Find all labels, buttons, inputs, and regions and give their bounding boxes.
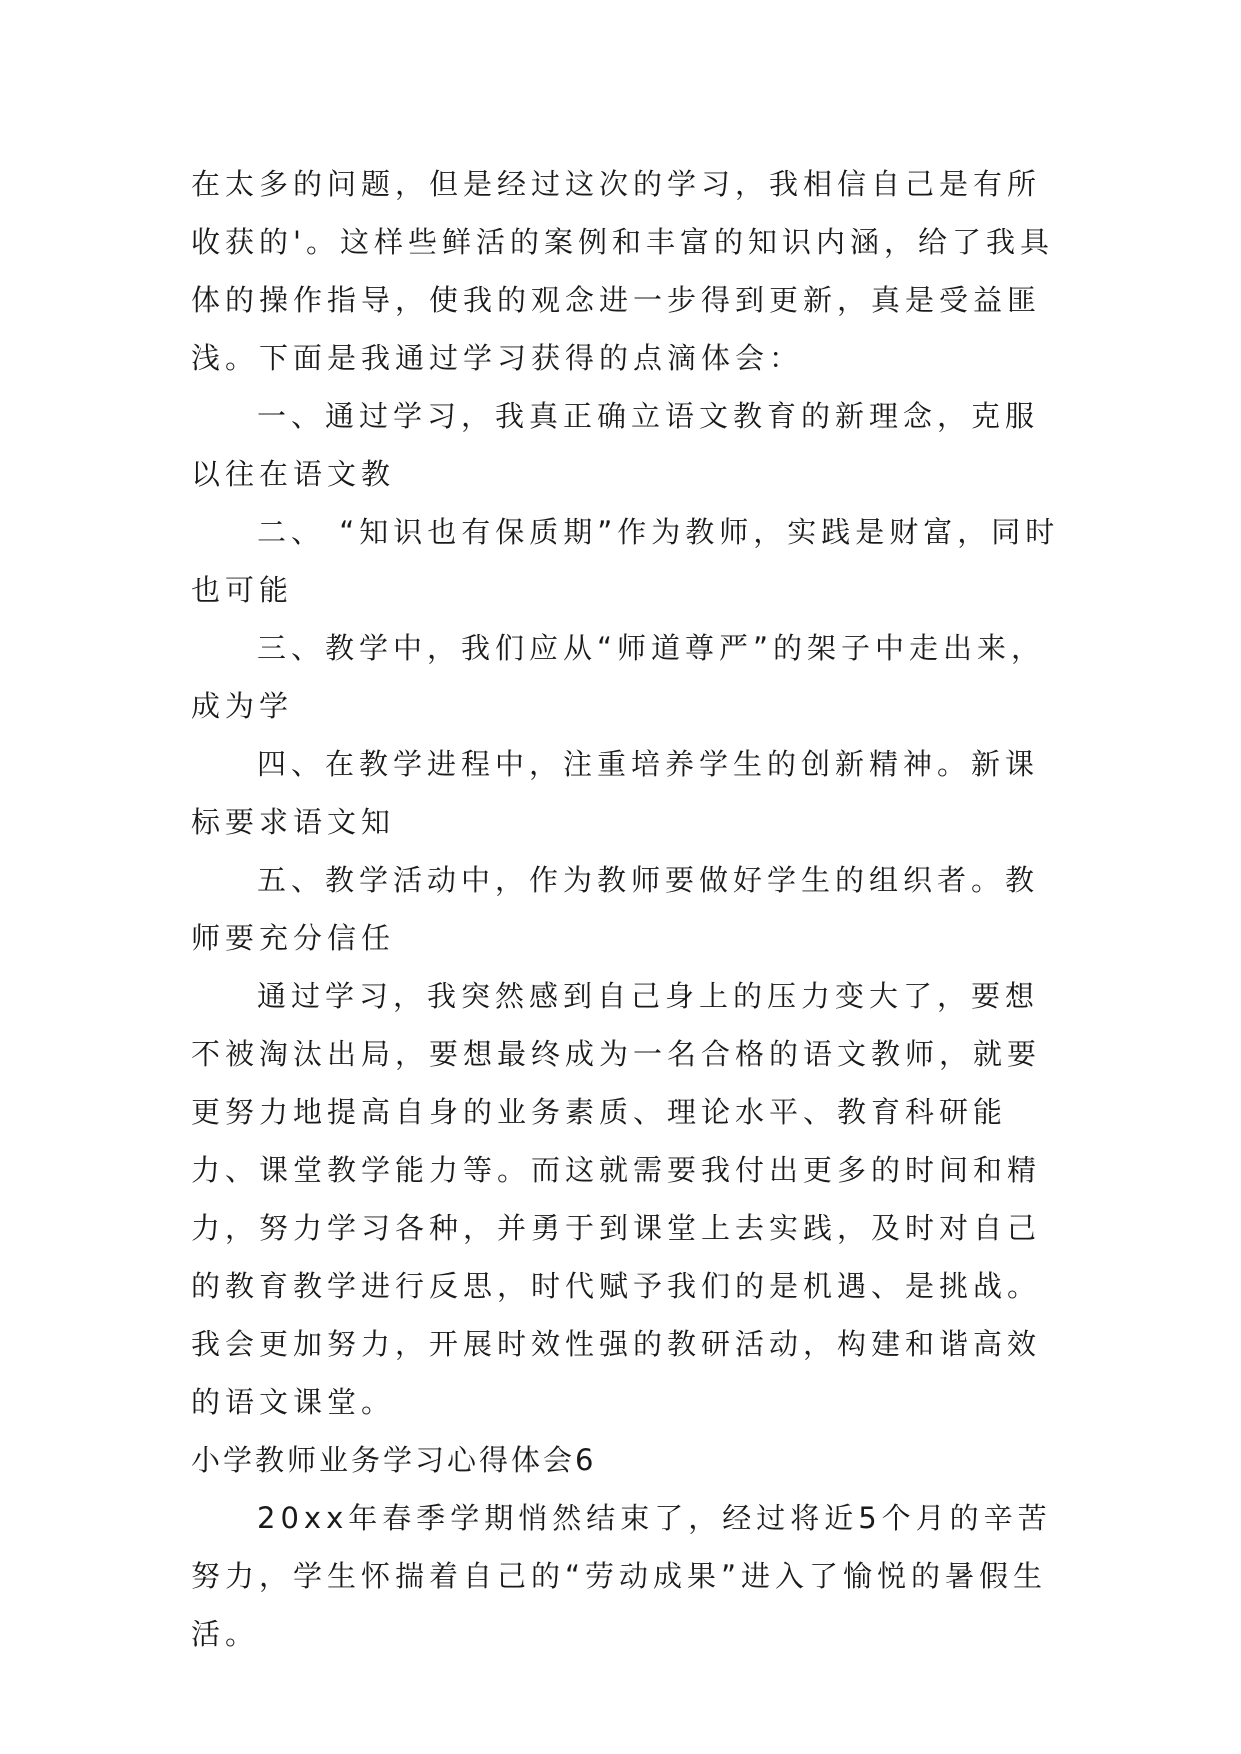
paragraph-conclusion: 通过学习，我突然感到自己身上的压力变大了，要想不被淘汰出局，要想最终成为一名合格的语文教师，就要更努力地提高自身的业务素质、理论水平、教育科研能力、课堂教学能力等。而这就需要我付出更多的时间和精力，努力学习各种，并勇于到课堂上去实践，及时对自己的教育教学进行反思，时代赋予我们的是机遇、是挑战。我会更加努力，开展时效性强的教研活动，构建和谐高效的语文课堂。 [191, 979, 1042, 1419]
paragraph-point-4: 四、在教学进程中，注重培养学生的创新精神。新课标要求语文知 [191, 747, 1040, 839]
paragraph-point-1: 一、通过学习，我真正确立语文教育的新理念，克服以往在语文教 [191, 399, 1040, 491]
paragraph-point-3: 三、教学中，我们应从“师道尊严”的架子中走出来，成为学 [191, 631, 1046, 723]
paragraph-intro: 在太多的问题，但是经过这次的学习，我相信自己是有所收获的'。这样些鲜活的案例和丰富的知识内涵，给了我具体的操作指导，使我的观念进一步得到更新，真是受益匪浅。下面是我通过学习获得的点滴体会： [191, 167, 1054, 375]
paragraph-point-2: 二、 “知识也有保质期”作为教师，实践是财富，同时也可能 [191, 515, 1060, 607]
section-title: 小学教师业务学习心得体会6 [191, 1443, 597, 1477]
paragraph-point-5: 五、教学活动中，作为教师要做好学生的组织者。教师要充分信任 [191, 863, 1040, 955]
section-paragraph: 20xx年春季学期悄然结束了，经过将近5个月的辛苦努力，学生怀揣着自己的“劳动成果”进入了愉悦的暑假生活。 [191, 1501, 1052, 1651]
document-body [191, 155, 1061, 1663]
